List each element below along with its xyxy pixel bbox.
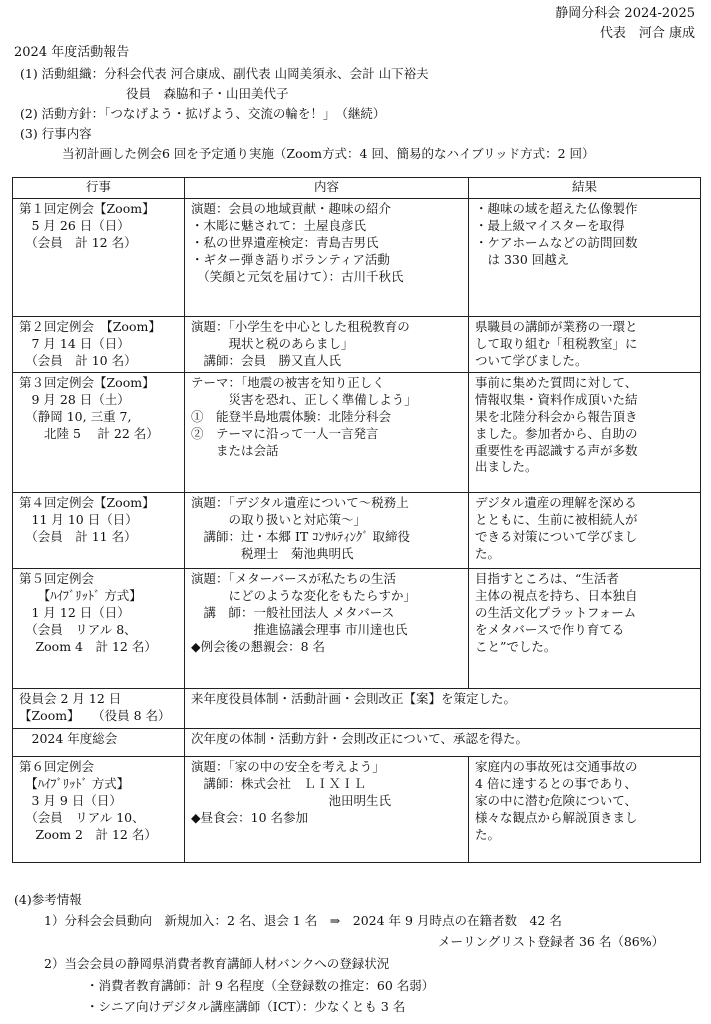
event-line: Zoom 2 計 12 名）: [19, 826, 157, 842]
content-line: 災害を恐れ、正しく準備しよう」: [191, 391, 417, 407]
result-line: 4 倍に達するとの事であり、: [475, 775, 637, 791]
result-line: 県職員の講師が業務の一環と: [475, 319, 638, 334]
event-line: （会員 リアル 8、: [19, 621, 137, 637]
event-line: 第３回定例会【Zoom】: [19, 375, 155, 390]
result-line: 様々な観点から解説頂きまし: [475, 809, 638, 825]
table-row: [13, 689, 701, 729]
result-line: ・ケアホームなどの訪問回数: [475, 234, 638, 250]
result-cell: [469, 373, 701, 493]
reference-line-1: 1）分科会会員動向 新規加入：2 名、退会 1 名 ⇒ 2024 年 9 月時点の在籍者数 42 名: [44, 913, 562, 928]
result-line: デジタル遺産の理解を深める: [475, 495, 637, 510]
org-name: 静岡分科会 2024-2025: [555, 6, 695, 21]
reference-line-5: ・シニア向けデジタル講座講師（ICT）：少なくとも 3 名: [86, 999, 406, 1014]
content-line: にどのような変化をもたらすか」: [191, 587, 417, 603]
event-line: 【ﾊｲﾌﾞﾘｯﾄﾞ 方式】: [19, 775, 130, 791]
content-line: 演題：「メターバースが私たちの生活: [191, 571, 397, 586]
table-row: [13, 757, 701, 863]
table-row: [13, 729, 701, 757]
result-line: 目指すところは、“生活者: [475, 571, 619, 586]
content-line: （笑顔と元気を届けて）：古川千秋氏: [191, 268, 404, 284]
result-line: ました。参加者から、自助の: [475, 425, 638, 441]
result-line: とともに、生前に被相続人が: [475, 511, 638, 527]
result-line: 家庭内の事故死は交通事故の: [475, 759, 638, 774]
event-line: 1 月 12 日（日）: [19, 604, 130, 620]
reference-line-3: 2）当会会員の静岡県消費者教育講師人材バンクへの登録状況: [44, 956, 390, 971]
header-result: 結果: [469, 178, 701, 199]
result-line: の生活文化プラットフォーム: [475, 604, 637, 620]
event-line: 2024 年度総会: [19, 731, 118, 746]
content-cell: [185, 199, 469, 317]
event-line: 9 月 28 日（土）: [19, 391, 130, 407]
event-cell: [13, 569, 185, 689]
event-line: 5 月 26 日（日）: [19, 217, 130, 233]
result-cell: [469, 493, 701, 569]
header-event: 行事: [13, 178, 185, 199]
event-line: Zoom 4 計 12 名）: [19, 638, 157, 654]
table-body: [13, 199, 701, 863]
event-line: （静岡 10, 三重 7,: [19, 408, 132, 424]
content-line: の取り扱いと対応策～」: [191, 511, 367, 527]
content-line: 演題：「家の中の安全を考えよう」: [191, 759, 385, 774]
events-heading: (3) 行事内容: [20, 126, 92, 141]
event-cell: [13, 757, 185, 863]
report-title: 2024 年度活動報告: [14, 45, 130, 60]
result-line: 情報収集・資料作成頂いた結: [475, 391, 638, 407]
document-header: [555, 4, 695, 44]
result-line: こと”でした。: [475, 638, 557, 654]
event-cell: [13, 199, 185, 317]
event-cell: [13, 493, 185, 569]
result-cell: [469, 317, 701, 373]
event-line: 第２回定例会 【Zoom】: [19, 319, 161, 334]
result-line: 家の中に潜む危険について、: [475, 792, 638, 808]
result-line: できる対策について学びまし: [475, 528, 638, 544]
content-line: 推進協議会理事 市川達也氏: [191, 621, 408, 637]
event-line: 【ﾊｲﾌﾞﾘｯﾄﾞ 方式】: [19, 587, 142, 603]
result-line: して取り組む「租税教室」に: [475, 335, 638, 351]
event-cell: [13, 373, 185, 493]
result-line: 重要性を再認識する声が多数: [475, 442, 638, 458]
content-line: 税理士 菊池典明氏: [191, 545, 354, 561]
content-line: ◆昼食会：10 名参加: [191, 809, 308, 825]
events-description: 当初計画した例会6 回を予定通り実施（Zoom方式：4 回、簡易的なハイブリッド方式：2 回）: [62, 146, 595, 161]
content-line: ② テーマに沿って一人一言発言: [191, 425, 379, 441]
activity-policy: (2) 活動方針：「つなげよう・拡げよう、交流の輪を！」 （継続）: [20, 106, 386, 121]
event-line: 第６回定例会: [19, 759, 95, 774]
result-line: ついて学びました。: [475, 352, 588, 368]
result-cell: [469, 199, 701, 317]
content-line: 講師：株式会社 ＬＩＸＩＬ: [191, 775, 367, 791]
content-line: 現状と税のあらまし」: [191, 335, 354, 351]
event-line: 役員会 2 月 12 日: [19, 691, 122, 706]
content-cell: [185, 689, 701, 729]
officers: 役員 森脇和子・山田美代子: [126, 86, 289, 101]
result-line: 果を北陸分科会から報告頂き: [475, 408, 638, 424]
result-line: 事前に集めた質問に対して、: [475, 375, 638, 390]
result-cell: [469, 757, 701, 863]
result-line: た。: [475, 545, 501, 561]
event-line: （会員 計 11 名）: [19, 528, 137, 544]
result-line: は 330 回越え: [475, 251, 570, 267]
result-line: 主体の視点を持ち、日本独自: [475, 587, 638, 603]
content-line: テーマ：「地震の被害を知り正しく: [191, 375, 385, 390]
content-line: 演題：会員の地域貢献・趣味の紹介: [191, 201, 392, 216]
event-line: 7 月 14 日（日）: [19, 335, 130, 351]
event-line: 【Zoom】 （役員 8 名）: [19, 707, 171, 723]
content-line: 講師：会員 勝又直人氏: [191, 352, 342, 368]
content-line: ・木彫に魅されて：土屋良彦氏: [191, 217, 367, 233]
content-line: 演題：「デジタル遺産について～税務上: [191, 495, 409, 510]
reference-line-2: メーリングリスト登録者 36 名（86%）: [438, 934, 665, 949]
content-line: 演題：「小学生を中心とした租税教育の: [191, 319, 410, 334]
content-line: ・私の世界遺産検定：青島吉男氏: [191, 234, 379, 250]
events-table: [12, 177, 701, 863]
table-row: [13, 199, 701, 317]
table-header-row: [13, 178, 701, 199]
content-cell: [185, 757, 469, 863]
content-line: ① 能登半島地震体験：北陸分科会: [191, 408, 392, 424]
event-cell: [13, 689, 185, 729]
result-line: ・趣味の域を超えた仏像製作: [475, 201, 638, 216]
event-line: （会員 リアル 10、: [19, 809, 145, 825]
content-line: 講師：辻・本郷 IT ｺﾝｻﾙﾃｨﾝｸﾞ 取締役: [191, 528, 410, 544]
activity-organization: (1) 活動組織：分科会代表 河合康成、副代表 山岡美須永、会計 山下裕夫: [20, 66, 429, 81]
content-line: 講 師：一般社団法人 メタバース: [191, 604, 395, 620]
result-line: をメタバースで作り育てる: [475, 621, 625, 637]
header-content: 内容: [185, 178, 469, 199]
reference-line-4: ・消費者教育講師：計 9 名程度（全登録数の推定：60 名弱）: [86, 978, 435, 993]
content-cell: [185, 569, 469, 689]
content-line: または会話: [191, 442, 279, 458]
content-line: 次年度の体制・活動方針・会則改正について、承認を得た。: [191, 731, 529, 746]
result-line: た。: [475, 826, 501, 842]
content-cell: [185, 493, 469, 569]
event-line: （会員 計 10 名）: [19, 352, 137, 368]
content-cell: [185, 729, 701, 757]
event-line: 第４回定例会【Zoom】: [19, 495, 155, 510]
result-line: ・最上級マイスターを取得: [475, 217, 625, 233]
content-line: 来年度役員体制・活動計画・会則改正【案】を策定した。: [191, 691, 517, 706]
content-cell: [185, 373, 469, 493]
table-row: [13, 317, 701, 373]
event-cell: [13, 317, 185, 373]
event-line: 3 月 9 日（日）: [19, 792, 122, 808]
result-cell: [469, 569, 701, 689]
table-row: [13, 569, 701, 689]
content-line: 池田明生氏: [191, 792, 392, 808]
result-line: 出ました。: [475, 459, 538, 475]
content-line: ◆例会後の懇親会：8 名: [191, 638, 326, 654]
table-row: [13, 493, 701, 569]
reference-heading: (4)参考情報: [14, 892, 82, 907]
event-line: 北陸 5 計 22 名）: [19, 425, 159, 441]
event-line: 第１回定例会【Zoom】: [19, 201, 155, 216]
table-row: [13, 373, 701, 493]
event-line: （会員 計 12 名）: [19, 234, 137, 250]
representative: 代表 河合 康成: [599, 26, 695, 41]
event-line: 11 月 10 日（日）: [19, 511, 138, 527]
content-line: ・ギター弾き語りボランティア活動: [191, 251, 390, 267]
content-cell: [185, 317, 469, 373]
event-line: 第５回定例会: [19, 571, 95, 586]
event-cell: [13, 729, 185, 757]
